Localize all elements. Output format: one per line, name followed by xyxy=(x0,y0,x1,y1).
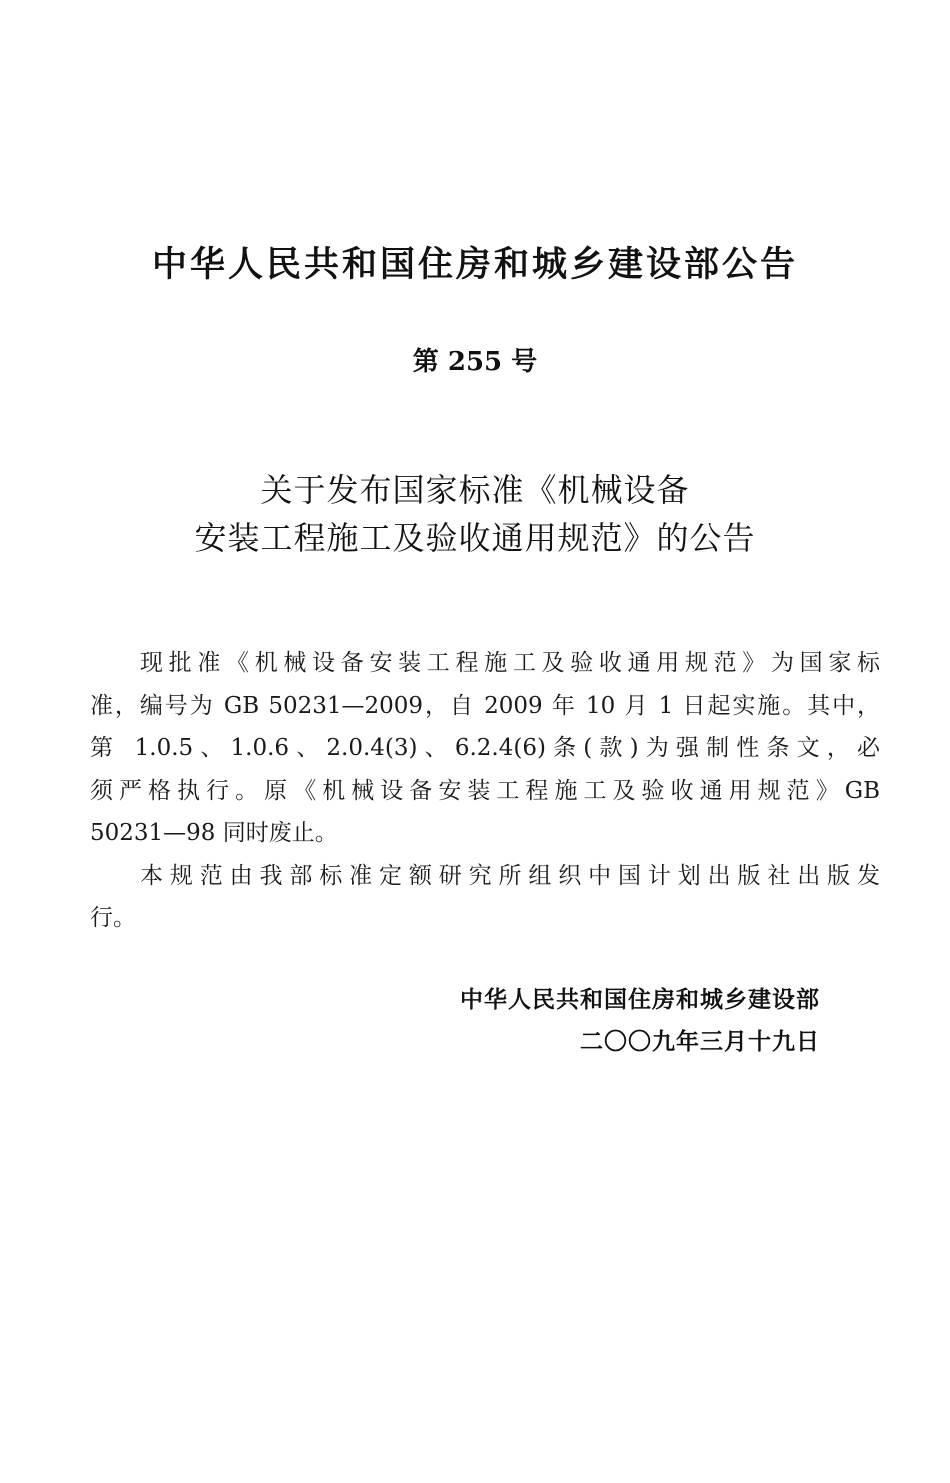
body-line-5: 50231—98 同时废止。 xyxy=(90,820,338,846)
body-line-1: 现批准《机械设备安装工程施工及验收通用规范》为国家标 xyxy=(140,650,880,676)
subject-line-1: 关于发布国家标准《机械设备 xyxy=(260,471,690,509)
announcement-number: 第 255 号 xyxy=(412,347,538,377)
signature-organization: 中华人民共和国住房和城乡建设部 xyxy=(460,987,820,1013)
body-line-7: 行。 xyxy=(90,905,136,931)
body-line-2: 准，编号为 GB 50231—2009，自 2009 年 10 月 1 日起实施。其中， xyxy=(90,692,880,719)
announcement-subject xyxy=(0,466,950,562)
announcement-title: 中华人民共和国住房和城乡建设部公告 xyxy=(151,245,798,285)
body-line-6: 本规范由我部标准定额研究所组织中国计划出版社出版发 xyxy=(140,862,880,889)
signature-date: 二〇〇九年三月十九日 xyxy=(580,1029,820,1055)
body-line-3: 第 1.0.5、1.0.6、2.0.4(3)、6.2.4(6)条(款)为强制性条文，必 xyxy=(90,735,880,761)
body-line-4: 须严格执行。原《机械设备安装工程施工及验收通用规范》GB xyxy=(90,777,880,804)
announcement-body xyxy=(90,642,880,940)
subject-line-2: 安装工程施工及验收通用规范》的公告 xyxy=(194,519,756,557)
